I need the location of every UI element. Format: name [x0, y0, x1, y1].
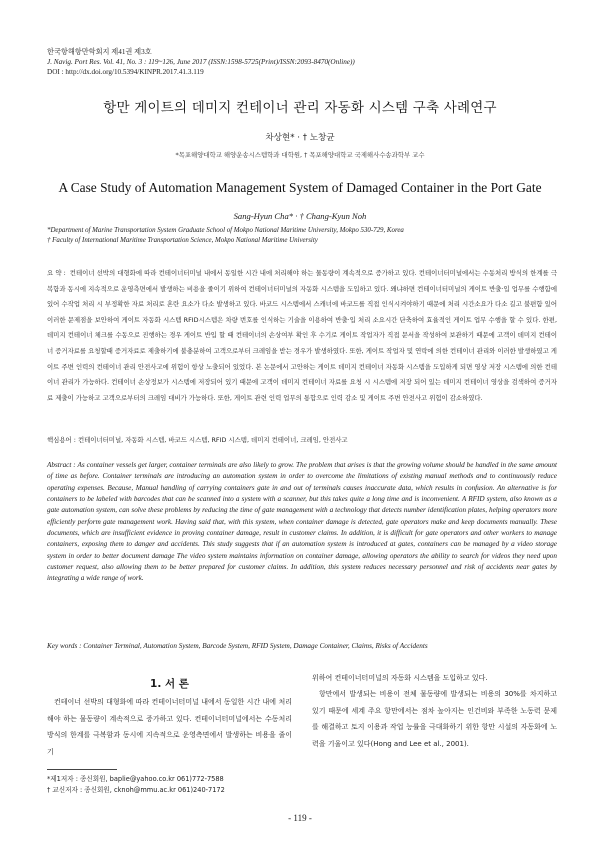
abstract-ko: [47, 266, 557, 406]
abstract-en: [47, 460, 557, 585]
footnote-first-author: *제1저자 : 종신회원, baplie@yahoo.co.kr 061)772-7588: [47, 775, 224, 783]
authors-ko: 차상현* · † 노창균: [265, 133, 335, 143]
keywords-en-text: Container Terminal, Automation System, Barcode System, RFID System, Damage Container, Claims, Risks of Accidents: [83, 642, 428, 650]
keywords-ko-text: 컨테이너터미널, 자동화 시스템, 바코드 시스템, RFID 시스템, 데미지 컨테이너, 크레임, 안전사고: [77, 436, 348, 444]
keywords-ko-label: 핵심용어 :: [47, 436, 76, 444]
keywords-en: [47, 642, 557, 650]
abstract-ko-text: 컨테이너 선박의 대형화에 따라 컨테이너터미널 내에서 동일한 시간 내에 처리해야 하는 물동량이 계속적으로 증가하고 있다. 컨테이너터미널에서는 수동처리 방식의 한계를 극복함과 동시에 지속적으로 운영측면에서 발생하는 비용을 줄이기 위하여 컨테이너터미널의 자동화 시스템을 도입하고 있다. 왜냐하면 컨테이너터미널의 게이트 반출·입 업무를 수행함에 있어 수작업 처리 시 부정확한 자료 처리로 혼란 요소가 다소 발생하고 있다. 바코드 시스템에서 스캐너에 바코드를 직접 인식시켜야하기 때문에 처리 시간소요가 다소 길고 불편함 있어 이러한 문제점을 보안하여 게이트 자동화 시스템 RFID시스템은 차량 번호를 인식하는 기술을 이용하여 반출·입 처리 소요시간 단축하여 효율적인 게이트 업무 수행을 할 수 있다. 한편, 데미지 컨테이너 체크를 수동으로 진행하는 경우 게이트 반입 할 때 컨테이너의 손상여부 확인 후 수기로 게이트 작업자가 직접 문서을 작성하여 보관하기 때문에 고객이 데미지 컨테이너 증거자료를 요청할때 증거자료로 제출하기에 불충분하여 고객으로부터 크레임을 받는 경우가 발생하였다. 또한, 게이트 작업자 및 연락에 의한 컨테이너 관리와 이러한 발생하였고 게이트 주변 인력의 컨테이너 관리 안전사고에 위험이 항상 노출되어 있었다. 본 논문에서 고안하는 게이트 데미지 컨테이너 자동화 시스템을 도입하게 되면 영상 저장 시스템에 의한 컨테이너 관리가 가능하다. 컨테이너 손상정보가 시스템에 저장되어 있기 때문에 고객이 데미지 컨테이너 자료를 요청 시 시스템에 저장 되어 있는 데미지 컨테이너 영상을 검색하여 증거자료 제출이 가능하고 고객으로부터의 크레임 대비가 가능하다. 또한, 게이트 관련 인력 업무의 통합으로 인력 감소 및 게이트 주변 안전사고 위험이 감소하였다.: [47, 269, 558, 402]
abstract-en-text: As container vessels get larger, container terminals are also likely to grow. The problem that arises is that the growing volume should be handled in the same amount of time as before. Container terminals are introducing an automation system in order to overcome the limitations of existing manual methods and to continuously reduce operating expenses. Because, Manual handling of carrying containers gate in and out of terminals causes inaccurate data, which results in confusion. An alternative is for containers to be labeled with barcodes that can be scanned into a system with a scanner, but this takes quite a long time and is inconvenient. A RFID system, also known as a gate automation system, can solve these problems by reducing the time of gate management with a technology that detects number identification plates, helping operators more efficiently perform gate management work. Having said that, with this system, when container damage is detected, gate operators make and keep documents manually. These documents, which are insufficient evidence in proving container damage, result in customer claims. In addition, it is difficult for gate operators and other workers to manage containers, exposing them to danger and accidents. This study suggests that if an automation system is introduced at gates, containers can be managed by a video storage system in order to better document damage The video system maintains information on container damage, allowing operators the ability to search for videos they need upon customer request, also allowing them to be better prepared for customer claims. In addition, this system reduces necessary personnel and risk of accidents near gates by integrating a wide range of work.: [47, 461, 558, 583]
affiliations-ko: *목포해양대학교 해양운송시스템학과 대학원, † 목포해양대학교 국제해사수송과학부 교수: [175, 151, 425, 159]
intro-left-column: 컨테이너 선박의 대형화에 따라 컨테이너터미널 내에서 동일한 시간 내에 처리해야 하는 물동량이 계속적으로 증가하고 있다. 컨테이너터미널에서는 수동처리 방식의 한계를 극복함과 동시에 지속적으로 운영측면에서 발생하는 비용을 줄이기: [47, 698, 292, 756]
doi-link[interactable]: DOI : http://dx.doi.org/10.5394/KINPR.2017.41.3.119: [47, 68, 204, 76]
section-heading-introduction: 1. 서 론: [150, 678, 189, 690]
paper-title-ko: 항만 게이트의 데미지 컨테이너 관리 자동화 시스템 구축 사례연구: [103, 100, 497, 116]
abstract-ko-label: 요 약 :: [47, 269, 66, 277]
footnote-corresponding-author: † 교신저자 : 종신회원, cknoh@mmu.ac.kr 061)240-7172: [47, 786, 225, 794]
keywords-ko: [47, 435, 557, 444]
intro-right-column-line1: 위하여 컨테이너터미널의 자동화 시스템을 도입하고 있다.: [312, 674, 488, 682]
authors-en: Sang-Hyun Cha* · † Chang-Kyun Noh: [233, 211, 367, 221]
journal-citation: J. Navig. Port Res. Vol. 41, No. 3 : 119~126, June 2017 (ISSN:1598-5725(Print)/ISSN:2093-8470(Online)): [47, 58, 355, 66]
affiliation-en-2: † Faculty of International Maritime Transportation Science, Mokpo National Maritime University: [47, 237, 318, 244]
footnote-divider: [47, 769, 117, 770]
affiliation-en-1: *Department of Marine Transportation System Graduate School of Mokpo National Maritime University, Mokpo 530-729, Korea: [47, 227, 404, 234]
page-number: - 119 -: [288, 813, 312, 823]
intro-right-column-para2: 항만에서 발생되는 비용이 전체 물동량에 발생되는 비용의 30%를 차지하고 있기 때문에 세계 주요 항만에서는 점차 높아지는 인건비와 부족한 노동력 문제를 해결하고 토지 이용과 작업 능률을 극대화하기 위한 항만 시설의 자동화에 노력을 기울이고 있다(Hong and Lee et al., 2001).: [312, 690, 557, 748]
journal-name-ko: 한국항해항만학회지 제41권 제3호: [47, 48, 152, 56]
abstract-en-label: Abstract :: [47, 461, 76, 469]
paper-title-en: A Case Study of Automation Management System of Damaged Container in the Port Gate: [58, 180, 542, 195]
keywords-en-label: Key words :: [47, 642, 82, 650]
